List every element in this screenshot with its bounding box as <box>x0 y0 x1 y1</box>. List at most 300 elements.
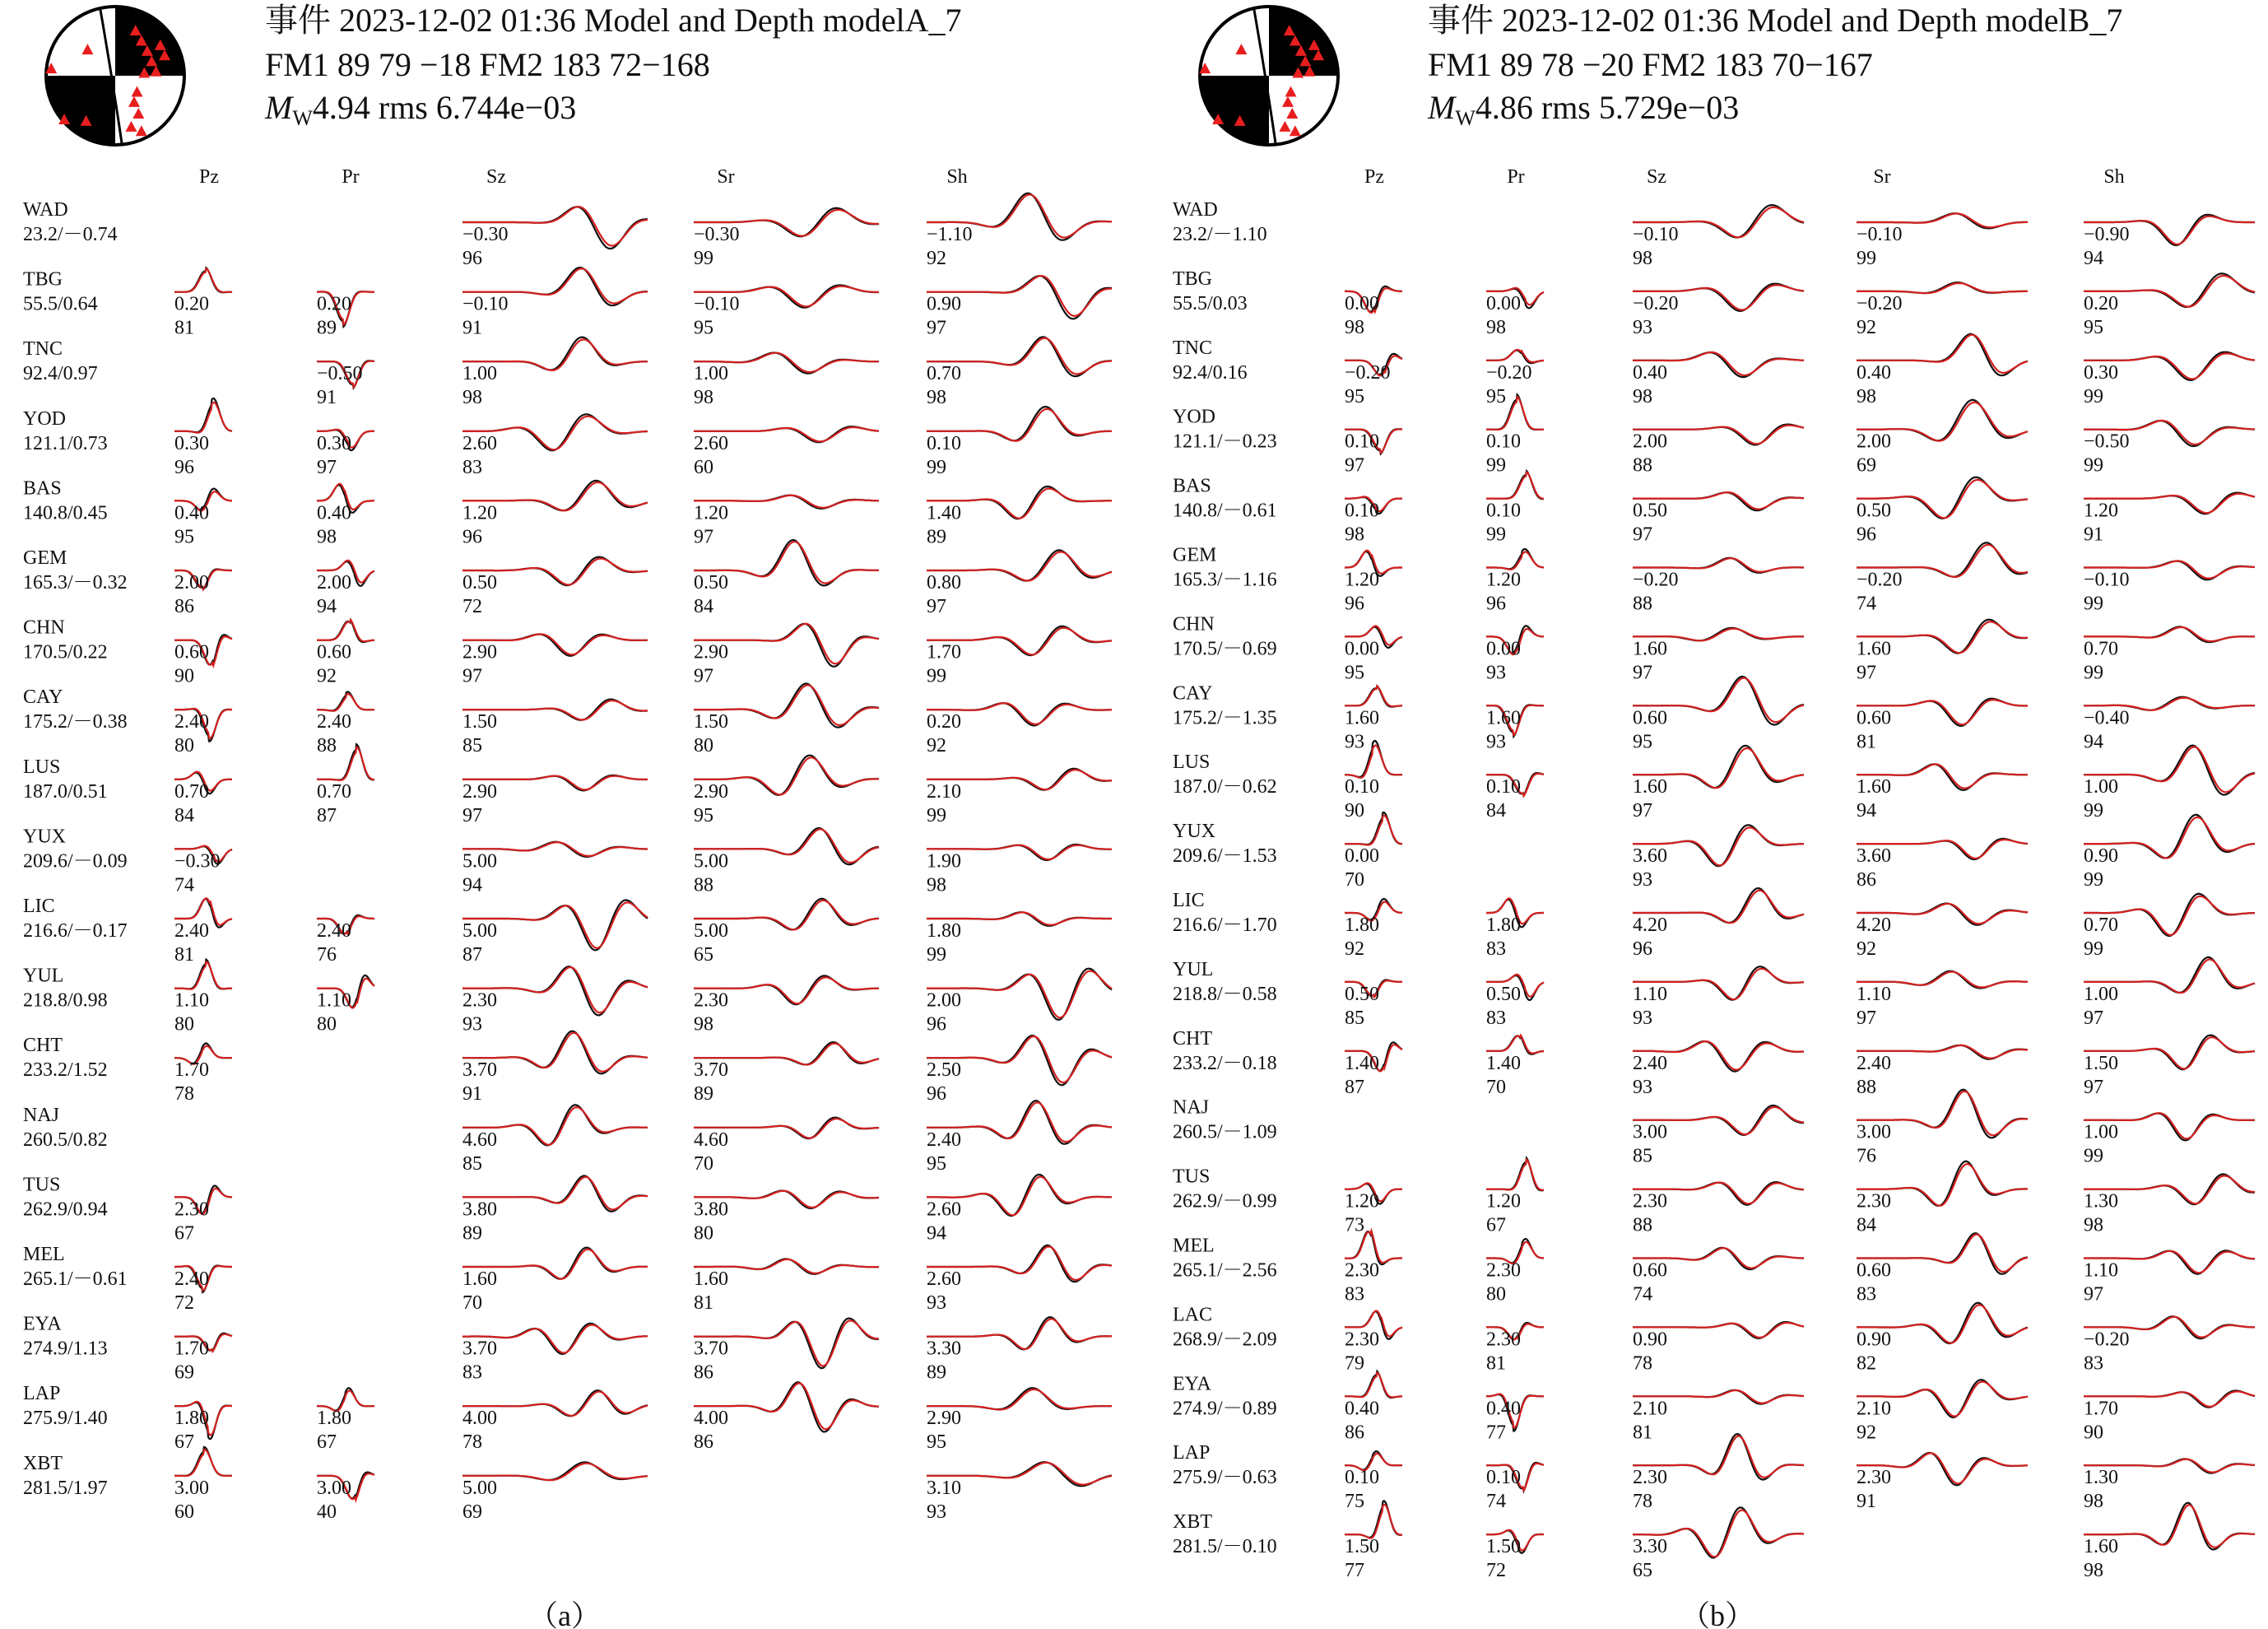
time-shift-label: 0.10 <box>1345 1467 1379 1489</box>
station-distance-azimuth: 121.1/－0.23 <box>1173 431 1277 453</box>
correlation-label: 99 <box>694 248 713 269</box>
station-distance-azimuth: 121.1/0.73 <box>23 432 108 454</box>
time-shift-label: 4.00 <box>694 1408 728 1430</box>
time-shift-label: 0.10 <box>927 432 961 454</box>
correlation-label: 95 <box>927 1431 946 1454</box>
station-row <box>1173 677 2255 752</box>
station-distance-azimuth: 55.5/0.64 <box>23 293 98 315</box>
correlation-label: 60 <box>694 456 713 478</box>
time-shift-label: 2.90 <box>462 641 497 663</box>
time-shift-label: 0.30 <box>174 432 209 454</box>
observed-waveform <box>174 268 232 292</box>
correlation-label: 79 <box>1345 1352 1364 1375</box>
time-shift-label: 1.60 <box>1857 776 1891 798</box>
correlation-label: 97 <box>317 456 337 478</box>
column-header-sh: Sh <box>2103 166 2125 188</box>
time-shift-label: −0.20 <box>1486 361 1532 384</box>
station-name: YOD <box>1173 406 1215 428</box>
correlation-label: 76 <box>1857 1145 1876 1167</box>
station-row <box>1173 1028 2255 1098</box>
station-distance-azimuth: 274.9/－0.89 <box>1173 1398 1277 1420</box>
time-shift-label: 1.50 <box>1486 1536 1521 1558</box>
station-name: YOD <box>23 407 66 430</box>
correlation-label: 97 <box>1633 524 1652 546</box>
correlation-label: 96 <box>1633 938 1652 960</box>
time-shift-label: 1.60 <box>694 1268 728 1290</box>
station-row <box>23 617 1112 687</box>
synthetic-waveform <box>174 1450 232 1476</box>
time-shift-label: −0.20 <box>1633 292 1679 314</box>
correlation-label: 98 <box>317 526 337 548</box>
correlation-label: 89 <box>462 1222 482 1245</box>
time-shift-label: 0.20 <box>927 711 961 733</box>
correlation-label: 87 <box>317 804 337 826</box>
correlation-label: 88 <box>1633 454 1652 477</box>
station-name: CHT <box>23 1035 63 1057</box>
correlation-label: 72 <box>174 1292 194 1314</box>
time-shift-label: 0.90 <box>927 293 961 315</box>
station-distance-azimuth: 275.9/1.40 <box>23 1408 108 1430</box>
time-shift-label: 2.30 <box>1857 1467 1891 1489</box>
time-shift-label: −0.10 <box>1633 224 1679 245</box>
correlation-label: 94 <box>927 1222 946 1245</box>
station-row <box>23 398 1112 478</box>
correlation-label: 70 <box>1345 869 1364 891</box>
time-shift-label: 0.00 <box>1345 292 1379 314</box>
time-shift-label: 0.10 <box>1486 431 1521 453</box>
correlation-label: 69 <box>174 1361 194 1384</box>
station-row <box>1173 1501 2255 1582</box>
station-row <box>23 1101 1112 1175</box>
correlation-label: 97 <box>927 317 946 339</box>
correlation-label: 80 <box>1486 1283 1506 1306</box>
column-header-sz: Sz <box>1647 166 1666 188</box>
time-shift-label: −0.10 <box>694 293 740 315</box>
correlation-label: 98 <box>694 387 713 409</box>
time-shift-label: 0.10 <box>1345 431 1379 453</box>
correlation-label: 99 <box>2084 662 2103 684</box>
station-row <box>1173 471 2255 545</box>
station-name: TNC <box>23 338 63 361</box>
station-distance-azimuth: 92.4/0.16 <box>1173 361 1248 384</box>
time-shift-label: −0.20 <box>2084 1329 2130 1351</box>
time-shift-label: 1.60 <box>1633 776 1667 798</box>
station-name: CHT <box>1173 1027 1212 1050</box>
correlation-label: 90 <box>2084 1422 2103 1444</box>
correlation-label: 80 <box>317 1013 337 1036</box>
time-shift-label: 0.60 <box>1857 707 1891 729</box>
time-shift-label: 1.00 <box>462 363 497 385</box>
correlation-label: 99 <box>2084 800 2103 822</box>
time-shift-label: −1.10 <box>927 224 973 245</box>
time-shift-label: 1.20 <box>694 502 728 524</box>
time-shift-label: 2.10 <box>1633 1398 1667 1420</box>
correlation-label: 97 <box>2084 1007 2103 1029</box>
correlation-label: 96 <box>1857 524 1876 546</box>
time-shift-label: 3.70 <box>462 1059 497 1082</box>
correlation-label: 96 <box>1345 593 1364 615</box>
correlation-label: 98 <box>462 387 482 409</box>
station-name: CHN <box>1173 613 1215 635</box>
time-shift-label: 4.20 <box>1857 915 1891 936</box>
time-shift-label: 1.60 <box>462 1268 497 1290</box>
panel-b <box>1173 2 2255 1629</box>
observed-waveform <box>1486 549 1544 569</box>
station-row <box>23 1031 1112 1105</box>
station-row <box>1173 1434 2255 1512</box>
time-shift-label: 1.10 <box>2084 1259 2118 1282</box>
station-row <box>23 960 1112 1036</box>
correlation-label: 98 <box>927 874 946 896</box>
correlation-label: 81 <box>174 944 194 966</box>
time-shift-label: 3.30 <box>927 1338 961 1360</box>
time-shift-label: 1.60 <box>1486 707 1521 729</box>
time-shift-label: 3.70 <box>462 1338 497 1360</box>
time-shift-label: 1.90 <box>927 850 961 873</box>
time-shift-label: 1.40 <box>1486 1052 1521 1074</box>
time-shift-label: 2.90 <box>927 1408 961 1430</box>
correlation-label: 99 <box>927 944 946 966</box>
station-row <box>1173 1090 2255 1167</box>
station-distance-azimuth: 170.5/－0.69 <box>1173 638 1277 660</box>
correlation-label: 98 <box>1633 248 1652 269</box>
time-shift-label: −0.10 <box>1857 224 1903 245</box>
station-distance-azimuth: 275.9/－0.63 <box>1173 1467 1277 1489</box>
time-shift-label: 0.20 <box>174 293 209 315</box>
time-shift-label: 2.00 <box>174 572 209 593</box>
correlation-label: 88 <box>317 735 337 757</box>
station-row <box>23 826 1112 896</box>
correlation-label: 98 <box>1486 316 1506 338</box>
time-shift-label: −0.50 <box>2084 431 2130 453</box>
time-shift-label: 2.40 <box>174 920 209 942</box>
correlation-label: 87 <box>1345 1076 1364 1098</box>
time-shift-label: 0.10 <box>1486 776 1521 798</box>
time-shift-label: 2.60 <box>462 432 497 454</box>
station-distance-azimuth: 265.1/－2.56 <box>1173 1259 1277 1282</box>
correlation-label: 83 <box>462 456 482 478</box>
correlation-label: 95 <box>1345 385 1364 407</box>
station-distance-azimuth: 23.2/－1.10 <box>1173 224 1267 245</box>
correlation-label: 74 <box>1486 1491 1506 1513</box>
correlation-label: 88 <box>694 874 713 896</box>
observed-waveform <box>1345 1371 1402 1398</box>
correlation-label: 72 <box>462 596 482 617</box>
panel-caption: （b） <box>1680 1599 1755 1629</box>
station-distance-azimuth: 233.2/－0.18 <box>1173 1052 1277 1074</box>
station-distance-azimuth: 187.0/－0.62 <box>1173 776 1277 798</box>
time-shift-label: 0.60 <box>174 641 209 663</box>
station-row <box>23 684 1112 757</box>
correlation-label: 99 <box>1486 524 1506 546</box>
station-row <box>1173 542 2255 614</box>
station-row <box>1173 1231 2255 1305</box>
correlation-label: 77 <box>1486 1422 1506 1444</box>
time-shift-label: 0.40 <box>1345 1398 1379 1420</box>
correlation-label: 78 <box>174 1083 194 1105</box>
time-shift-label: 1.10 <box>1633 983 1667 1005</box>
time-shift-label: 0.70 <box>2084 915 2118 936</box>
time-shift-label: 1.20 <box>2084 500 2118 522</box>
correlation-label: 93 <box>1633 869 1652 891</box>
correlation-label: 92 <box>927 248 946 269</box>
time-shift-label: 3.00 <box>174 1477 209 1499</box>
station-name: YUX <box>23 826 66 848</box>
time-shift-label: 0.90 <box>1633 1329 1667 1351</box>
synthetic-waveform <box>1486 1036 1544 1054</box>
station-name: TBG <box>1173 268 1212 290</box>
synthetic-waveform <box>1486 552 1544 570</box>
station-distance-azimuth: 262.9/0.94 <box>23 1198 108 1221</box>
time-shift-label: 1.60 <box>1633 638 1667 660</box>
time-shift-label: 1.20 <box>1486 569 1521 591</box>
time-shift-label: 2.40 <box>1857 1052 1891 1074</box>
station-row <box>1173 1158 2255 1236</box>
station-row <box>23 540 1112 617</box>
correlation-label: 89 <box>317 317 337 339</box>
time-shift-label: −0.20 <box>1345 361 1391 384</box>
magnitude-rms-line <box>264 89 576 130</box>
time-shift-label: 1.50 <box>2084 1052 2118 1074</box>
station-name: TBG <box>23 268 63 291</box>
column-header-sh: Sh <box>946 166 968 188</box>
correlation-label: 89 <box>927 1361 946 1384</box>
station-distance-azimuth: 165.3/－1.16 <box>1173 569 1277 591</box>
station-row <box>23 1314 1112 1384</box>
correlation-label: 75 <box>1345 1491 1364 1513</box>
correlation-label: 80 <box>694 1222 713 1245</box>
time-shift-label: 1.40 <box>927 502 961 524</box>
correlation-label: 99 <box>927 804 946 826</box>
panel-a <box>23 2 1112 1629</box>
time-shift-label: 0.40 <box>1486 1398 1521 1420</box>
time-shift-label: 0.50 <box>694 572 728 593</box>
station-distance-azimuth: 92.4/0.97 <box>23 363 98 385</box>
time-shift-label: 3.70 <box>694 1059 728 1082</box>
correlation-label: 91 <box>462 317 482 339</box>
correlation-label: 93 <box>1633 316 1652 338</box>
time-shift-label: 2.40 <box>174 711 209 733</box>
correlation-label: 85 <box>1345 1007 1364 1029</box>
time-shift-label: 2.60 <box>694 432 728 454</box>
correlation-label: 95 <box>694 804 713 826</box>
correlation-label: 81 <box>174 317 194 339</box>
station-row <box>23 896 1112 966</box>
correlation-label: 80 <box>694 735 713 757</box>
station-name: LAP <box>23 1383 61 1405</box>
time-shift-label: 3.60 <box>1633 845 1667 868</box>
station-row <box>1173 613 2255 683</box>
station-row <box>23 1447 1112 1523</box>
time-shift-label: 4.60 <box>462 1129 497 1151</box>
time-shift-label: 1.10 <box>1857 983 1891 1005</box>
time-shift-label: 2.30 <box>1486 1259 1521 1282</box>
time-shift-label: 0.70 <box>174 780 209 803</box>
correlation-label: 78 <box>462 1431 482 1454</box>
station-row <box>23 477 1112 547</box>
time-shift-label: 5.00 <box>694 920 728 942</box>
time-shift-label: 2.90 <box>694 641 728 663</box>
time-shift-label: 2.30 <box>1345 1329 1379 1351</box>
station-name: EYA <box>23 1313 62 1335</box>
station-name: CAY <box>1173 682 1213 705</box>
time-shift-label: 3.80 <box>462 1198 497 1221</box>
time-shift-label: 2.30 <box>1633 1190 1667 1212</box>
column-header-sr: Sr <box>1873 166 1891 188</box>
focal-mechanism-beachball <box>45 7 184 145</box>
time-shift-label: 0.10 <box>1345 776 1379 798</box>
time-shift-label: 5.00 <box>694 850 728 873</box>
correlation-label: 90 <box>174 665 194 687</box>
correlation-label: 67 <box>174 1431 194 1454</box>
time-shift-label: 4.60 <box>694 1129 728 1151</box>
correlation-label: 77 <box>1345 1560 1364 1582</box>
correlation-label: 95 <box>1633 731 1652 753</box>
time-shift-label: 3.80 <box>694 1198 728 1221</box>
station-distance-azimuth: 23.2/－0.74 <box>23 224 118 245</box>
correlation-label: 98 <box>1345 316 1364 338</box>
time-shift-label: 1.70 <box>174 1338 209 1360</box>
station-name: LUS <box>23 756 61 778</box>
station-row <box>23 1174 1112 1244</box>
station-distance-azimuth: 233.2/1.52 <box>23 1059 108 1082</box>
column-header-pz: Pz <box>199 166 219 188</box>
time-shift-label: −0.10 <box>462 293 509 315</box>
correlation-label: 90 <box>1345 800 1364 822</box>
time-shift-label: 2.00 <box>317 572 351 593</box>
time-shift-label: 0.40 <box>174 502 209 524</box>
time-shift-label: 1.80 <box>317 1408 351 1430</box>
correlation-label: 98 <box>927 387 946 409</box>
station-distance-azimuth: 265.1/－0.61 <box>23 1268 128 1290</box>
time-shift-label: −0.10 <box>2084 569 2130 591</box>
correlation-label: 99 <box>927 456 946 478</box>
time-shift-label: 0.70 <box>2084 638 2118 660</box>
time-shift-label: 0.60 <box>1857 1259 1891 1282</box>
correlation-label: 70 <box>694 1152 713 1175</box>
correlation-label: 99 <box>1486 454 1506 477</box>
correlation-label: 81 <box>1486 1352 1506 1375</box>
station-name: XBT <box>1173 1511 1212 1534</box>
correlation-label: 94 <box>317 596 337 617</box>
correlation-label: 94 <box>2084 731 2103 753</box>
magnitude-rms-line <box>1427 89 1739 130</box>
time-shift-label: −0.20 <box>1633 569 1679 591</box>
correlation-label: 84 <box>174 804 194 826</box>
correlation-label: 74 <box>1633 1283 1652 1306</box>
magnitude-symbol: M <box>1428 89 1456 126</box>
correlation-label: 84 <box>694 596 713 617</box>
station-name: LIC <box>1173 890 1205 911</box>
station-row <box>23 193 1112 269</box>
correlation-label: 99 <box>2084 385 2103 407</box>
time-shift-label: 1.70 <box>2084 1398 2118 1420</box>
time-shift-label: −0.40 <box>2084 707 2130 729</box>
time-shift-label: 1.80 <box>1486 915 1521 936</box>
time-shift-label: 0.80 <box>927 572 961 593</box>
correlation-label: 93 <box>1633 1076 1652 1098</box>
time-shift-label: 2.30 <box>1345 1259 1379 1282</box>
correlation-label: 86 <box>174 596 194 617</box>
time-shift-label: 0.50 <box>1486 983 1521 1005</box>
time-shift-label: 2.30 <box>462 989 497 1012</box>
time-shift-label: −0.20 <box>1857 569 1903 591</box>
magnitude-rms-value: 4.86 rms 5.729e−03 <box>1475 89 1740 126</box>
correlation-label: 97 <box>1345 454 1364 477</box>
time-shift-label: 1.00 <box>694 363 728 385</box>
time-shift-label: 0.90 <box>1857 1329 1891 1351</box>
correlation-label: 97 <box>462 804 482 826</box>
correlation-label: 95 <box>694 317 713 339</box>
time-shift-label: 2.30 <box>1857 1190 1891 1212</box>
time-shift-label: 3.30 <box>1633 1536 1667 1558</box>
time-shift-label: 5.00 <box>462 920 497 942</box>
time-shift-label: 0.50 <box>1345 983 1379 1005</box>
correlation-label: 60 <box>174 1501 194 1523</box>
time-shift-label: 1.40 <box>1345 1052 1379 1074</box>
station-distance-azimuth: 218.8/0.98 <box>23 989 108 1012</box>
column-header-sr: Sr <box>717 166 735 188</box>
synthetic-waveform <box>317 620 374 641</box>
time-shift-label: 0.10 <box>1486 1467 1521 1489</box>
time-shift-label: 0.20 <box>2084 292 2118 314</box>
correlation-label: 93 <box>1486 662 1506 684</box>
station-name: LIC <box>23 896 55 917</box>
station-row <box>1173 1371 2255 1443</box>
time-shift-label: 3.00 <box>1857 1121 1891 1143</box>
station-name: XBT <box>23 1452 63 1474</box>
time-shift-label: 0.90 <box>2084 845 2118 868</box>
station-row <box>1173 812 2255 891</box>
correlation-label: 99 <box>2084 593 2103 615</box>
correlation-label: 83 <box>1486 1007 1506 1029</box>
station-distance-azimuth: 274.9/1.13 <box>23 1338 108 1360</box>
time-shift-label: 3.00 <box>1633 1121 1667 1143</box>
time-shift-label: 2.40 <box>317 711 351 733</box>
time-shift-label: 1.80 <box>927 920 961 942</box>
time-shift-label: 1.70 <box>174 1059 209 1082</box>
correlation-label: 92 <box>927 735 946 757</box>
time-shift-label: 1.20 <box>462 502 497 524</box>
synthetic-waveform <box>317 694 374 711</box>
station-row <box>1173 888 2255 960</box>
time-shift-label: 1.20 <box>1345 1190 1379 1212</box>
time-shift-label: 2.30 <box>1633 1467 1667 1489</box>
correlation-label: 98 <box>2084 1491 2103 1513</box>
station-name: LAP <box>1173 1442 1211 1464</box>
correlation-label: 81 <box>1857 731 1876 753</box>
magnitude-symbol: M <box>265 89 293 126</box>
time-shift-label: 0.20 <box>317 293 351 315</box>
station-distance-azimuth: 260.5/－1.09 <box>1173 1121 1277 1143</box>
time-shift-label: 2.10 <box>1857 1398 1891 1420</box>
correlation-label: 86 <box>1857 869 1876 891</box>
correlation-label: 88 <box>1633 1214 1652 1236</box>
correlation-label: 69 <box>462 1501 482 1523</box>
time-shift-label: 1.80 <box>1345 915 1379 936</box>
time-shift-label: 0.50 <box>1633 500 1667 522</box>
time-shift-label: 1.20 <box>1486 1190 1521 1212</box>
synthetic-waveform <box>174 403 232 433</box>
time-shift-label: 2.60 <box>927 1198 961 1221</box>
time-shift-label: 0.30 <box>317 432 351 454</box>
time-shift-label: 0.40 <box>1857 361 1891 384</box>
correlation-label: 80 <box>174 1013 194 1036</box>
station-name: LUS <box>1173 752 1211 774</box>
correlation-label: 93 <box>1345 731 1364 753</box>
correlation-label: 96 <box>927 1083 946 1105</box>
time-shift-label: 0.50 <box>1857 500 1891 522</box>
